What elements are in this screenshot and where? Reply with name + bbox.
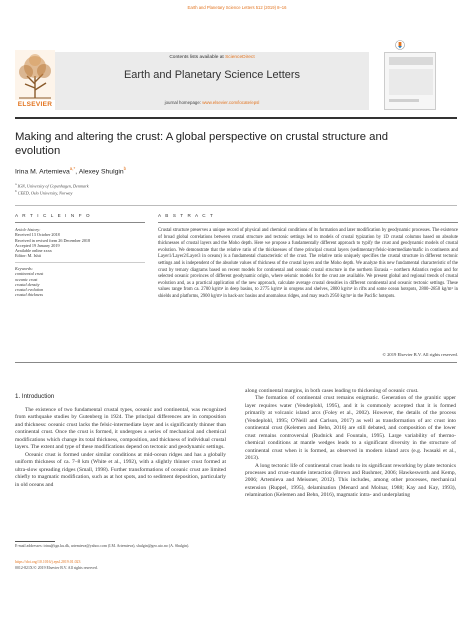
divider: [158, 222, 458, 223]
keywords: Keywords: continental crust oceanic crust crustal density crustal evolution crustal thickness: [15, 266, 145, 298]
article-info-heading: A R T I C L E I N F O: [15, 213, 92, 218]
author-name[interactable]: Irina M. Artemieva: [15, 168, 70, 176]
article-title: Making and altering the crust: A global perspective on crustal structure and evolution: [15, 131, 389, 157]
footnote-rule: [15, 541, 55, 542]
divider: [15, 262, 145, 263]
keyword[interactable]: oceanic crust: [15, 276, 38, 282]
journal-title: Earth and Planetary Science Letters: [123, 69, 301, 81]
homepage-link[interactable]: www.elsevier.com/locate/epsl: [202, 100, 260, 105]
author-name[interactable]: Alexey Shulgin: [78, 168, 124, 176]
abstract-text: Crustal structure preserves a unique record of physical and chemical conditions of its formation and later modification by geodynamic processes. The existence of broad global correlations between crustal structure and tectonic settings led to models of crustal typization by 1D crustal columns based on absolute thicknesses of crustal layers and the Moho depth. Here we propose a fundamentally different approach to typify the crust and geodynamic models of crustal evolution. We demonstrate that the relative ratio of the thicknesses of three principal crustal layers (sedimentary/felsic-intermediate/mafic in continents and Layer1/Layer2/Layer3 in oceans) is a fundamental characteristic of the crust. The relative ratio uniquely specifies the crustal structure in different tectonic settings and is independent of the absolute values of thickness of the crustal layers and the Moho depth. We analyze this new fundamental characteristic of the crust by ternary diagrams based on recent models for continental and oceanic crustal structure in the northern Eurasia – northern Atlantics region and for selected oceanic provinces of different geodynamic origin, where seismic models for the crust are available. We present global and regional trends of crustal evolution and, as a practical application of the new approach, calculate average crustal densities in different continental and oceanic tectonic settings. These values range from ca. 2700 kg/m³ in deep basins, to 2775 kg/m³ in orogens and shelves, 2800 kg/m³ in rifts and some ocean hotspots, 2800–2850 kg/m³ in shields and platforms, 2900 kg/m³ in back-arc basins and anomalous ridges, and may reach 2950 kg/m³ in the Pacific hotspots.: [158, 228, 458, 299]
body-column-right: [245, 388, 456, 500]
divider: [15, 205, 457, 206]
article-history: Article history: Received 13 October 2018 Received in revised form 26 December 2018 Accepted 19 January 2019 Available online xxxx Editor: M. Ishii: [15, 227, 91, 259]
contents-line: Contents lists available at ScienceDirect: [169, 55, 255, 60]
header-rule: [15, 117, 457, 119]
affiliation: $^a$ IGN, University of Copenhagen, Denmark: [15, 182, 89, 189]
keyword[interactable]: crustal thickness: [15, 292, 44, 298]
body-column-left: [15, 407, 226, 489]
author-list: Irina M. Artemieva$^{a,*}$, Alexey Shulgin$^b$: [15, 166, 127, 176]
footnote-email[interactable]: E-mail addresses: irina@ign.ku.dk, artemieva@yahoo.com (I.M. Artemieva), shulgin@geo.uio.no (A. Shulgin).: [15, 544, 190, 548]
affiliation: $^b$ CEED, Oslo University, Norway: [15, 189, 73, 196]
paragraph: Oceanic crust is formed under similar conditions at mid-ocean ridges and has a globally uniform thickness of ca. 7–8 km (White et al., 1992), with a slightly thinner crust formed at ultra-slow spreading ridges (Small, 1998). Further transformations of oceanic crust are limited chiefly to magmatic modification, such as at hot spots, and to sediment deposition, particularly in old oceans and: [15, 451, 226, 488]
section-heading: 1. Introduction: [15, 393, 55, 400]
doi-link[interactable]: https://doi.org/10.1016/j.epsl.2019.01.023: [15, 560, 81, 564]
paragraph: along continental margins, in both cases leading to thickening of oceanic crust.: [245, 388, 419, 394]
check-for-updates-icon[interactable]: [395, 40, 405, 50]
sciencedirect-link[interactable]: ScienceDirect: [225, 55, 255, 60]
journal-homepage: journal homepage: www.elsevier.com/locate/epsl: [164, 100, 260, 105]
divider: [15, 222, 145, 223]
publisher-name: ELSEVIER: [17, 101, 53, 108]
keyword[interactable]: crustal density: [15, 281, 40, 287]
paragraph: The existence of two fundamental crustal types, oceanic and continental, was recognized from earthquake studies by Gutenberg in 1924. The principal differences are in composition and thickness: oceanic crust lacks the felsic-intermediate layer and is significantly thinner than continental crust. Once the crust is formed, it undergoes a series of mechanical and chemical modifications which change its total thickness, composition, and thickness of individual crustal layers. The extent and type of these modifications depend on tectonic and geodynamic settings.: [15, 407, 226, 451]
divider: [15, 362, 457, 363]
journal-citation-line: Earth and Planetary Science Letters 512 (2019) 8–16: [187, 5, 287, 10]
journal-cover-thumbnail[interactable]: [384, 52, 436, 110]
author-mark[interactable]: a,*: [69, 166, 76, 171]
abstract-copyright: © 2019 Elsevier B.V. All rights reserved.: [382, 352, 458, 357]
issn-line: 0012-821X/© 2019 Elsevier B.V. All rights reserved.: [15, 566, 98, 570]
paragraph: The formation of continental crust remains enigmatic. Generation of the granitic upper layer requires water (Vendeplohl, 1995), and it is commonly accepted that it is formed primarily at volcanic island arcs (Foley et al., 2002). However, the details of the process (Vendeplohl, 1995; O'Neill and Carlson, 2017) as well as transformation of arc crust into continental crust (Kelemen and Behn, 2016) are still debated, and composition of the lower crust remains controversial (Rudnick and Fountain, 1995). Large variability of thermo-chemical conditions at mantle wedges leads to a significant diversity in the structure of continental crust when it is formed, as observed in modern island arcs (e.g. Iwasaki et al., 2013).: [245, 395, 456, 462]
keyword[interactable]: crustal evolution: [15, 287, 44, 293]
abstract-heading: A B S T R A C T: [158, 213, 215, 218]
keyword[interactable]: continental crust: [15, 271, 44, 277]
cover-image: [385, 53, 437, 111]
author-mark[interactable]: b: [123, 166, 127, 171]
paragraph: A long tectonic life of continental crust leads to its significant reworking by plate tectonics processes and crust–mantle interaction (Brown and Rushmer, 2006; Hawkesworth and Kemp, 2006; Artemieva and Meissner, 2012). This includes, among other processes, mechanical extension (Ruppel, 1995), delamination (Menard and Molnar, 1988; Kay and Kay, 1993), relamination (Kelemen and Behn, 2016), magmatic intra- and underplating: [245, 462, 456, 499]
